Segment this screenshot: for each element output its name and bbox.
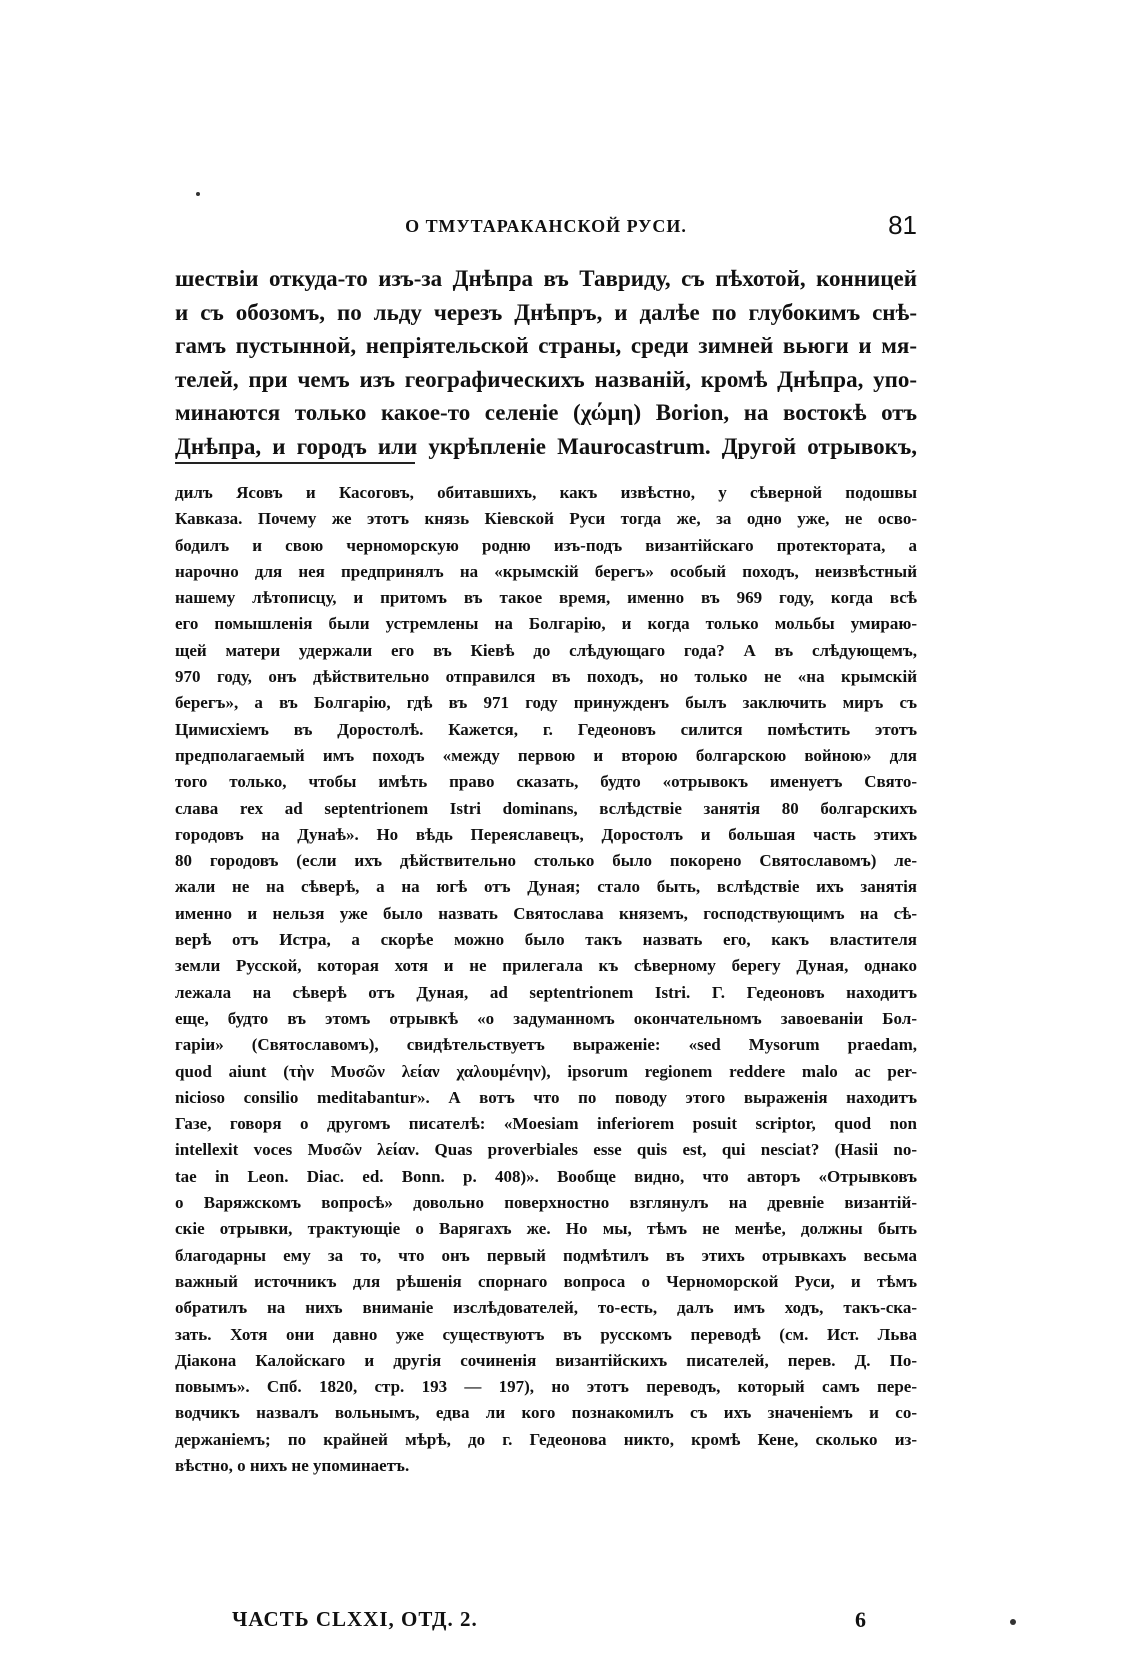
footnote-line: городовъ на Дунаѣ». Но вѣдь Переяславецъ, Доростолъ и большая часть этихъ [175,824,917,844]
footnote-line: Діакона Калойскаго и другія сочиненія византійскихъ писателей, перев. Д. По- [175,1350,917,1370]
sheet-number: 6 [855,1607,866,1632]
footnote-line: еще, будто въ этомъ отрывкѣ «о задуманномъ окончательномъ завоеваніи Бол- [175,1008,917,1028]
footnote-divider [175,462,415,464]
footnote-line: берегъ», а въ Болгарію, гдѣ въ 971 году принужденъ былъ заключить миръ съ [175,693,917,713]
footnote-line: его помышленія были устремлены на Болгарію, и когда только мольбы умираю- [175,614,917,634]
main-text-line: Днѣпра, и городъ или укрѣпленіе Maurocastrum. Другой отрывокъ, [175,433,917,459]
main-text [175,262,917,463]
footnote-line: нашему лѣтописцу, и притомъ въ такое время, именно въ 969 году, когда всѣ [175,588,917,608]
footnote-line: лежала на сѣверѣ отъ Дуная, ad septentrionem Istri. Г. Гедеоновъ находитъ [175,982,917,1002]
footnote-line: вѣстно, о нихъ не упоминаетъ. [175,1455,410,1475]
scan-speck [196,192,200,196]
main-text-line: гамъ пустынной, непріятельской страны, среди зимней вьюги и мя- [175,333,917,358]
running-head [175,210,917,250]
footnote-line: важный источникъ для рѣшенія спорнаго вопроса о Черноморской Руси, и тѣмъ [175,1271,917,1291]
footnote-line: именно и нельзя уже было назвать Святослава княземъ, господствующимъ на сѣ- [175,903,917,923]
footnote-line: Газе, говоря о другомъ писателѣ: «Moesiam inferiorem posuit scriptor, quod non [175,1114,917,1134]
footnote-line: 80 городовъ (если ихъ дѣйствительно столько было покорено Святославомъ) ле- [175,851,917,871]
footnote-line: о Варяжскомъ вопросѣ» довольно поверхностно взглянулъ на древніе византій- [175,1193,917,1213]
page-number: 81 [888,210,917,240]
footnote-line: водчикъ назвалъ вольнымъ, едва ли кого познакомилъ съ ихъ значеніемъ и со- [175,1403,917,1423]
footnote-line: гаріи» (Святославомъ), свидѣтельствуетъ выраженіе: «sed Mysorum praedam, [175,1035,917,1055]
printer-signature: ЧАСТЬ CLXXI, ОТД. 2. [232,1607,478,1631]
footnote-line: intellexit voces Μυσῶν λείαν. Quas proverbiales esse quis est, qui nesciat? (Hasii no- [175,1140,917,1160]
footnote-line: нарочно для нея предпринялъ на «крымскій берегъ» особый походъ, неизвѣстный [175,561,917,581]
footnote-line: 970 году, онъ дѣйствительно отправился въ походъ, но только не «на крымскій [175,667,917,687]
main-text-line: минаются только какое-то селеніе (χώμη) Borion, на востокѣ отъ [175,400,917,425]
footnote-line: tae in Leon. Diac. ed. Bonn. p. 408)». Вообще видно, что авторъ «Отрывковъ [175,1166,917,1186]
footnote-line: дилъ Ясовъ и Касоговъ, обитавшихъ, какъ извѣстно, у сѣверной подошвы [175,483,917,502]
footnote-line: слава rex ad septentrionem Istri dominans, вслѣдствіе занятія 80 болгарскихъ [175,798,917,818]
footnote-line: nicioso consilio meditabantur». А вотъ что по поводу этого выраженія находитъ [175,1087,917,1107]
main-text-line: телей, при чемъ изъ географическихъ названій, кромѣ Днѣпра, упо- [175,366,917,392]
footnote-line: жали не на сѣверѣ, а на югѣ отъ Дуная; стало быть, вслѣдствіе ихъ занятія [175,877,917,897]
footnote-line: quod aiunt (τὴν Μυσῶν λείαν χαλουμένην), ipsorum regionem reddere malo ac per- [175,1061,917,1081]
footnote-line: скіе отрывки, трактующіе о Варягахъ же. Но мы, тѣмъ не менѣе, должны быть [175,1219,917,1239]
main-text-line: шествіи откуда-то изъ-за Днѣпра въ Тавриду, съ пѣхотой, конницей [175,266,917,291]
footnote-line: держаніемъ; по крайней мѣрѣ, до г. Гедеонова никто, кромѣ Кене, сколько из- [175,1429,917,1449]
scan-speck [1010,1619,1016,1625]
footnote-line: верѣ отъ Истра, а скорѣе можно было такъ назвать его, какъ властителя [175,930,917,950]
footnote-line: Кавказа. Почему же этотъ князь Кіевской Руси тогда же, за одно уже, не осво- [175,509,917,529]
footnote-line: предполагаемый имъ походъ «между первою и второю болгарскою войною» для [175,745,917,765]
footnote-line: бодилъ и свою черноморскую родню изъ-подъ византійскаго протектората, а [175,535,917,555]
footnote-line: Цимисхіемъ въ Доростолѣ. Кажется, г. Гедеоновъ силится помѣстить этотъ [175,719,917,739]
main-text-line: и съ обозомъ, по льду черезъ Днѣпръ, и далѣе по глубокимъ снѣ- [175,299,917,325]
footnote-line: обратилъ на нихъ вниманіе изслѣдователей, то-есть, далъ имъ ходъ, такъ-ска- [175,1298,917,1318]
footnote [175,480,917,1479]
footnote-line: земли Русской, которая хотя и не прилегала къ сѣверному берегу Дуная, однако [175,956,917,976]
footnote-line: благодарны ему за то, что онъ первый подмѣтилъ въ этихъ отрывкахъ весьма [175,1245,917,1265]
footnote-line: зать. Хотя они давно уже существуютъ въ русскомъ переводѣ (см. Ист. Льва [175,1324,917,1344]
footnote-line: того только, чтобы имѣть право сказать, будто «отрывокъ именуетъ Свято- [175,772,917,792]
footnote-line: повымъ». Спб. 1820, стр. 193 — 197), но этотъ переводъ, который самъ пере- [175,1377,917,1397]
running-title: О ТМУТАРАКАНСКОЙ РУСИ. [405,216,687,236]
footnote-line: щей матери удержали его въ Кіевѣ до слѣдующаго года? А въ слѣдующемъ, [175,640,917,660]
